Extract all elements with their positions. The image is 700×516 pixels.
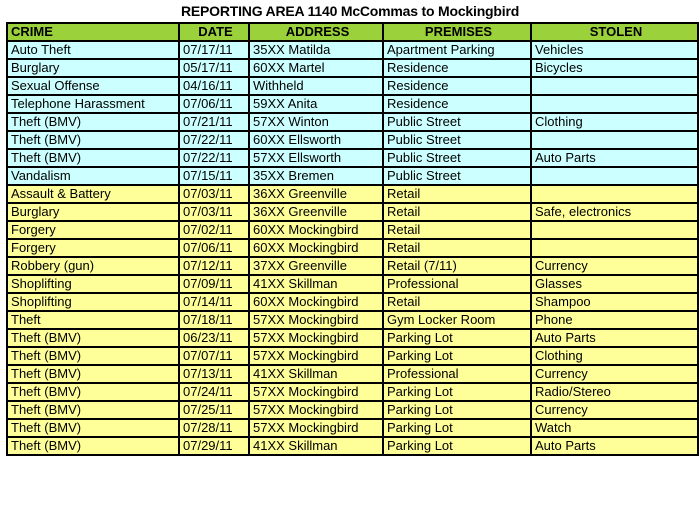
cell-premises: Retail (383, 239, 531, 257)
table-row (7, 365, 698, 383)
cell-stolen: Currency (531, 257, 698, 275)
cell-date: 07/22/11 (179, 131, 249, 149)
cell-date: 07/25/11 (179, 401, 249, 419)
cell-address: 36XX Greenville (249, 185, 383, 203)
report-title: REPORTING AREA 1140 McCommas to Mockingbird (180, 3, 520, 19)
table-header-row (7, 23, 698, 41)
cell-date: 07/28/11 (179, 419, 249, 437)
cell-crime: Theft (BMV) (7, 347, 179, 365)
cell-crime: Robbery (gun) (7, 257, 179, 275)
cell-crime: Vandalism (7, 167, 179, 185)
cell-address: 41XX Skillman (249, 365, 383, 383)
table-row (7, 347, 698, 365)
table-row (7, 41, 698, 59)
cell-date: 07/06/11 (179, 95, 249, 113)
cell-stolen (531, 77, 698, 95)
cell-crime: Telephone Harassment (7, 95, 179, 113)
cell-premises: Public Street (383, 113, 531, 131)
cell-address: 57XX Mockingbird (249, 347, 383, 365)
cell-stolen (531, 95, 698, 113)
cell-address: 57XX Mockingbird (249, 311, 383, 329)
cell-premises: Professional (383, 275, 531, 293)
cell-stolen (531, 131, 698, 149)
cell-stolen: Clothing (531, 113, 698, 131)
table-row (7, 131, 698, 149)
cell-address: 41XX Skillman (249, 275, 383, 293)
table-row (7, 95, 698, 113)
cell-premises: Parking Lot (383, 329, 531, 347)
cell-address: 35XX Bremen (249, 167, 383, 185)
cell-date: 07/17/11 (179, 41, 249, 59)
cell-crime: Auto Theft (7, 41, 179, 59)
cell-address: 60XX Mockingbird (249, 221, 383, 239)
cell-premises: Gym Locker Room (383, 311, 531, 329)
cell-address: 60XX Mockingbird (249, 293, 383, 311)
cell-premises: Residence (383, 95, 531, 113)
cell-premises: Residence (383, 59, 531, 77)
table-row (7, 437, 698, 455)
cell-date: 07/12/11 (179, 257, 249, 275)
cell-date: 04/16/11 (179, 77, 249, 95)
table-row (7, 149, 698, 167)
cell-stolen: Clothing (531, 347, 698, 365)
table-row (7, 383, 698, 401)
cell-crime: Theft (BMV) (7, 131, 179, 149)
cell-date: 07/03/11 (179, 185, 249, 203)
cell-premises: Professional (383, 365, 531, 383)
cell-premises: Public Street (383, 131, 531, 149)
cell-address: 57XX Winton (249, 113, 383, 131)
cell-crime: Theft (BMV) (7, 401, 179, 419)
cell-date: 07/03/11 (179, 203, 249, 221)
cell-stolen (531, 185, 698, 203)
cell-address: 36XX Greenville (249, 203, 383, 221)
cell-address: 60XX Mockingbird (249, 239, 383, 257)
cell-premises: Public Street (383, 167, 531, 185)
cell-premises: Apartment Parking (383, 41, 531, 59)
cell-crime: Sexual Offense (7, 77, 179, 95)
cell-date: 07/02/11 (179, 221, 249, 239)
cell-address: 57XX Mockingbird (249, 419, 383, 437)
table-row (7, 311, 698, 329)
cell-date: 07/15/11 (179, 167, 249, 185)
column-header-date: DATE (179, 23, 249, 41)
table-row (7, 113, 698, 131)
cell-address: 57XX Mockingbird (249, 383, 383, 401)
cell-date: 07/22/11 (179, 149, 249, 167)
table-row (7, 293, 698, 311)
cell-crime: Theft (BMV) (7, 113, 179, 131)
cell-date: 07/18/11 (179, 311, 249, 329)
cell-crime: Theft (BMV) (7, 419, 179, 437)
table-row (7, 221, 698, 239)
cell-date: 07/07/11 (179, 347, 249, 365)
cell-premises: Retail (383, 203, 531, 221)
cell-stolen: Radio/Stereo (531, 383, 698, 401)
cell-date: 07/24/11 (179, 383, 249, 401)
cell-stolen: Bicycles (531, 59, 698, 77)
cell-crime: Forgery (7, 239, 179, 257)
table-row (7, 59, 698, 77)
cell-premises: Public Street (383, 149, 531, 167)
table-row (7, 77, 698, 95)
cell-premises: Parking Lot (383, 383, 531, 401)
cell-date: 07/21/11 (179, 113, 249, 131)
cell-crime: Theft (BMV) (7, 437, 179, 455)
cell-premises: Retail (383, 185, 531, 203)
column-header-premises: PREMISES (383, 23, 531, 41)
table-body (7, 41, 698, 455)
cell-stolen (531, 221, 698, 239)
cell-address: 41XX Skillman (249, 437, 383, 455)
cell-stolen: Safe, electronics (531, 203, 698, 221)
cell-premises: Parking Lot (383, 437, 531, 455)
table-row (7, 275, 698, 293)
cell-address: 35XX Matilda (249, 41, 383, 59)
cell-address: 59XX Anita (249, 95, 383, 113)
cell-date: 07/06/11 (179, 239, 249, 257)
cell-crime: Burglary (7, 203, 179, 221)
crime-report-table (6, 22, 699, 456)
column-header-crime: CRIME (7, 23, 179, 41)
cell-stolen: Phone (531, 311, 698, 329)
cell-stolen: Currency (531, 401, 698, 419)
cell-date: 07/13/11 (179, 365, 249, 383)
cell-crime: Theft (BMV) (7, 383, 179, 401)
table-row (7, 401, 698, 419)
table-row (7, 239, 698, 257)
cell-crime: Theft (7, 311, 179, 329)
cell-crime: Shoplifting (7, 293, 179, 311)
column-header-stolen: STOLEN (531, 23, 698, 41)
cell-premises: Parking Lot (383, 347, 531, 365)
table-row (7, 419, 698, 437)
cell-premises: Parking Lot (383, 401, 531, 419)
cell-stolen (531, 167, 698, 185)
cell-address: 57XX Mockingbird (249, 329, 383, 347)
cell-stolen: Watch (531, 419, 698, 437)
cell-address: 57XX Mockingbird (249, 401, 383, 419)
cell-crime: Burglary (7, 59, 179, 77)
table-row (7, 167, 698, 185)
cell-crime: Shoplifting (7, 275, 179, 293)
cell-premises: Retail (7/11) (383, 257, 531, 275)
cell-address: 57XX Ellsworth (249, 149, 383, 167)
cell-stolen: Vehicles (531, 41, 698, 59)
table-row (7, 203, 698, 221)
cell-crime: Assault & Battery (7, 185, 179, 203)
cell-address: 37XX Greenville (249, 257, 383, 275)
cell-premises: Residence (383, 77, 531, 95)
cell-date: 06/23/11 (179, 329, 249, 347)
cell-crime: Forgery (7, 221, 179, 239)
column-header-address: ADDRESS (249, 23, 383, 41)
cell-stolen: Shampoo (531, 293, 698, 311)
cell-stolen: Currency (531, 365, 698, 383)
cell-address: 60XX Ellsworth (249, 131, 383, 149)
cell-date: 05/17/11 (179, 59, 249, 77)
cell-date: 07/09/11 (179, 275, 249, 293)
cell-date: 07/14/11 (179, 293, 249, 311)
cell-date: 07/29/11 (179, 437, 249, 455)
cell-address: 60XX Martel (249, 59, 383, 77)
cell-stolen: Auto Parts (531, 437, 698, 455)
cell-premises: Retail (383, 293, 531, 311)
table-row (7, 329, 698, 347)
cell-crime: Theft (BMV) (7, 365, 179, 383)
cell-stolen: Auto Parts (531, 329, 698, 347)
cell-stolen (531, 239, 698, 257)
cell-stolen: Glasses (531, 275, 698, 293)
cell-crime: Theft (BMV) (7, 149, 179, 167)
cell-premises: Parking Lot (383, 419, 531, 437)
table-row (7, 185, 698, 203)
table-row (7, 257, 698, 275)
cell-stolen: Auto Parts (531, 149, 698, 167)
cell-address: Withheld (249, 77, 383, 95)
cell-crime: Theft (BMV) (7, 329, 179, 347)
cell-premises: Retail (383, 221, 531, 239)
